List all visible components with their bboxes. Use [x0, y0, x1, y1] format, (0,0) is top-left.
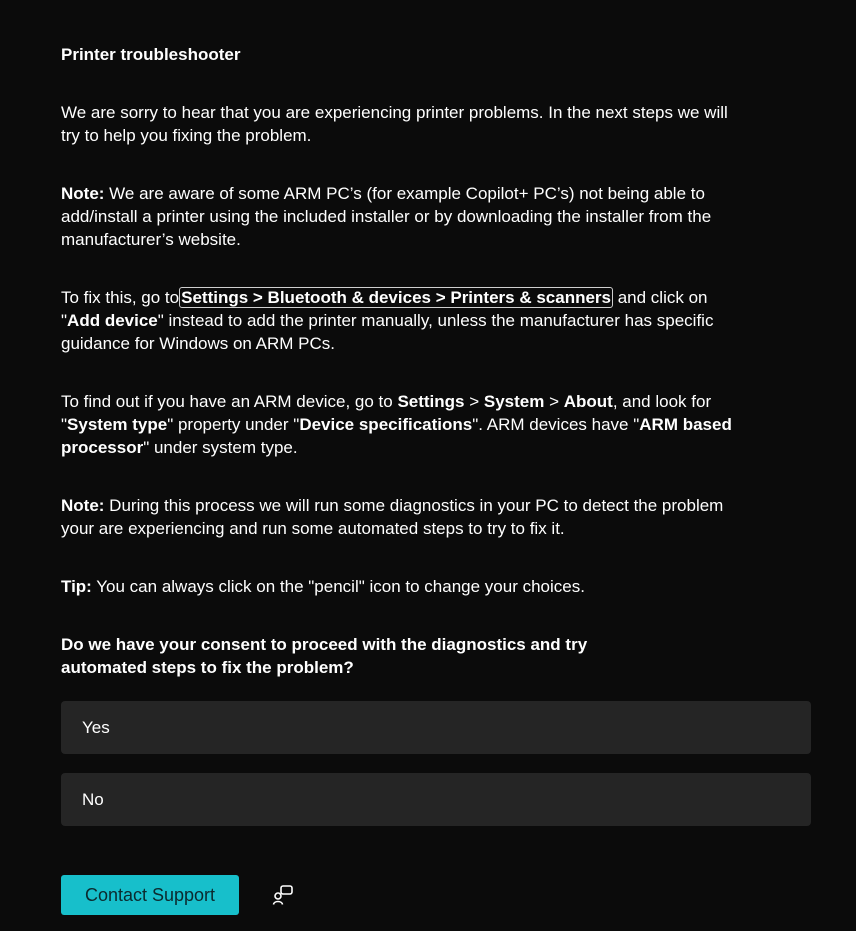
option-yes[interactable]: Yes — [61, 701, 811, 754]
note2-label: Note: — [61, 496, 105, 515]
arm-text-5: " under system type. — [143, 438, 298, 457]
fix-instructions — [61, 286, 751, 355]
tip-label: Tip: — [61, 577, 92, 596]
fix-text-before: To fix this, go to — [61, 288, 180, 307]
note-diagnostics — [61, 494, 751, 540]
tip-body: You can always click on the "pencil" icon to change your choices. — [91, 577, 585, 596]
consent-question: Do we have your consent to proceed with the diagnostics and try automated steps to fix the problem? — [61, 635, 588, 677]
note2-text: During this process we will run some diagnostics in your PC to detect the problem your are experiencing and run some automated steps to try to fix it. — [61, 496, 724, 538]
arm-sep-2: > — [544, 392, 564, 411]
option-no[interactable]: No — [61, 773, 811, 826]
arm-settings: Settings — [397, 392, 465, 411]
feedback-icon[interactable] — [272, 884, 294, 906]
troubleshooter-content — [61, 43, 751, 679]
intro-text: We are sorry to hear that you are experiencing printer problems. In the next steps we will try to help you fixing the problem. — [61, 103, 728, 145]
fix-text-end: " instead to add the printer manually, unless the manufacturer has specific guidance for Windows on ARM PCs. — [61, 311, 714, 353]
fix-text-after: and click on " — [61, 288, 708, 330]
arm-text-1: To find out if you have an ARM device, go to — [61, 392, 398, 411]
arm-text-2: , and look for " — [61, 392, 712, 434]
arm-system: System — [483, 392, 545, 411]
arm-text-4: ". ARM devices have " — [472, 415, 640, 434]
settings-printers-link[interactable]: Settings > Bluetooth & devices > Printers & scanners — [181, 288, 611, 307]
note-label: Note: — [61, 184, 105, 203]
arm-based-processor: ARM based processor — [61, 415, 732, 457]
arm-check-instructions — [61, 390, 751, 459]
note-arm-pcs — [61, 182, 751, 251]
tip-text — [61, 575, 751, 598]
arm-sep-1: > — [464, 392, 484, 411]
arm-text-3: " property under " — [167, 415, 300, 434]
note-text: We are aware of some ARM PC’s (for example Copilot+ PC’s) not being able to add/install a printer using the included installer or by downloading the installer from the manufacturer’s website. — [61, 184, 712, 249]
contact-support-button[interactable]: Contact Support — [61, 875, 239, 915]
arm-device-specs: Device specifications — [299, 415, 473, 434]
arm-about: About — [563, 392, 613, 411]
page-title: Printer troubleshooter — [61, 45, 241, 64]
add-device-label: Add device — [67, 311, 158, 330]
arm-system-type: System type — [67, 415, 168, 434]
